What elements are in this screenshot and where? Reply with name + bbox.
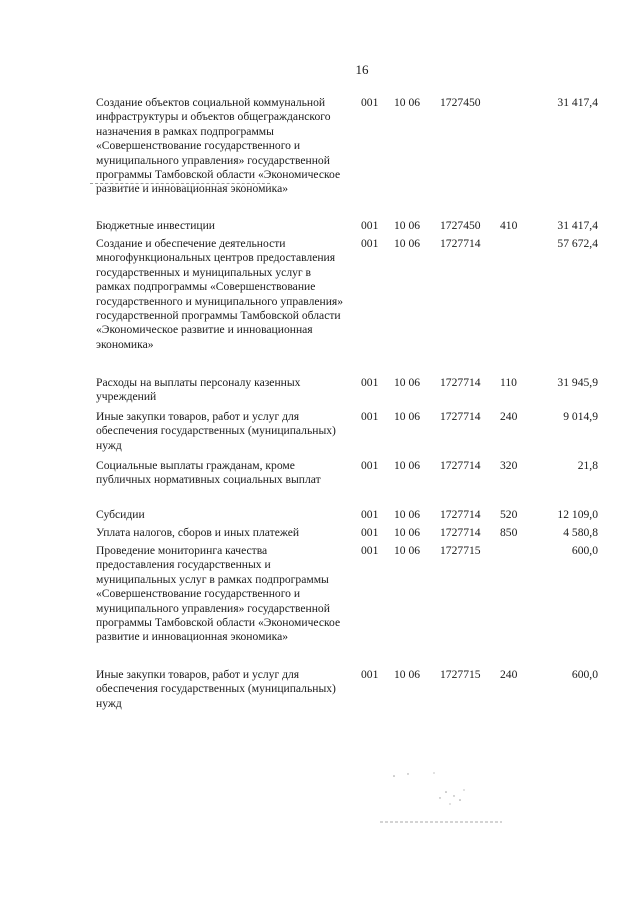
code-target-article: 1727714 (440, 376, 481, 389)
code-section: 10 06 (394, 237, 421, 250)
code-ministry: 001 (361, 237, 379, 250)
code-expense-type: 410 (500, 219, 518, 232)
code-section: 10 06 (394, 410, 421, 423)
code-ministry: 001 (361, 219, 379, 232)
code-target-article: 1727450 (440, 96, 481, 109)
code-expense-type: 240 (500, 410, 518, 423)
code-target-article: 1727450 (440, 219, 481, 232)
row-description: Иные закупки товаров, работ и услуг для обеспечения государственных (муниципальных) нужд (96, 668, 336, 710)
row-description: Создание объектов социальной коммунальной инфраструктуры и объектов общегражданского назначения в рамках подпрограммы «Совершенствование государственного и муниципального управления» государственной программы Тамбовской области «Экономическое развитие и инновационная экономика» (96, 96, 341, 196)
row-amount: 31 945,9 (557, 376, 598, 389)
code-target-article: 1727714 (440, 410, 481, 423)
row-description: Расходы на выплаты персоналу казенных учреждений (96, 376, 301, 404)
code-expense-type: 850 (500, 526, 518, 539)
code-section: 10 06 (394, 376, 421, 389)
row-description: Проведение мониторинга качества предоставления государственных и муниципальных услуг в рамках подпрограммы «Совершенствование государственного и муниципального управления» государственной программы Тамбовской области «Экономическое развитие и инновационная экономика» (96, 544, 341, 644)
row-amount: 21,8 (577, 459, 598, 472)
code-ministry: 001 (361, 96, 379, 109)
code-target-article: 1727715 (440, 668, 481, 681)
code-section: 10 06 (394, 96, 421, 109)
code-target-article: 1727714 (440, 459, 481, 472)
code-ministry: 001 (361, 526, 379, 539)
code-target-article: 1727714 (440, 508, 481, 521)
code-expense-type: 520 (500, 508, 518, 521)
code-ministry: 001 (361, 459, 379, 472)
code-section: 10 06 (394, 668, 421, 681)
row-amount: 31 417,4 (557, 96, 598, 109)
code-target-article: 1727714 (440, 237, 481, 250)
row-amount: 9 014,9 (563, 410, 598, 423)
row-description: Субсидии (96, 508, 145, 521)
row-description: Социальные выплаты гражданам, кроме публичных нормативных социальных выплат (96, 459, 321, 487)
row-amount: 57 672,4 (557, 237, 598, 250)
code-section: 10 06 (394, 219, 421, 232)
row-description: Бюджетные инвестиции (96, 219, 216, 232)
code-ministry: 001 (361, 376, 379, 389)
row-description: Создание и обеспечение деятельности многофункциональных центров предоставления государственных и муниципальных услуг в рамках подпрограммы «Совершенствование государственного и муниципального управления» государственной программы Тамбовской области «Экономическое развитие и инновационная экономика» (96, 237, 344, 351)
code-ministry: 001 (361, 508, 379, 521)
page-number: 16 (355, 62, 369, 77)
code-section: 10 06 (394, 544, 421, 557)
code-ministry: 001 (361, 668, 379, 681)
row-description: Иные закупки товаров, работ и услуг для обеспечения государственных (муниципальных) нужд (96, 410, 336, 452)
code-ministry: 001 (361, 410, 379, 423)
code-section: 10 06 (394, 459, 421, 472)
row-amount: 600,0 (571, 544, 598, 557)
row-amount: 4 580,8 (563, 526, 598, 539)
faint-stamp-marks (374, 770, 504, 830)
code-ministry: 001 (361, 544, 379, 557)
row-amount: 600,0 (571, 668, 598, 681)
code-target-article: 1727714 (440, 526, 481, 539)
code-expense-type: 110 (500, 376, 517, 389)
code-expense-type: 240 (500, 668, 518, 681)
code-target-article: 1727715 (440, 544, 481, 557)
row-description: Уплата налогов, сборов и иных платежей (96, 526, 300, 539)
row-amount: 31 417,4 (557, 219, 598, 232)
code-expense-type: 320 (500, 459, 518, 472)
row-amount: 12 109,0 (557, 508, 598, 521)
code-section: 10 06 (394, 526, 421, 539)
code-section: 10 06 (394, 508, 421, 521)
